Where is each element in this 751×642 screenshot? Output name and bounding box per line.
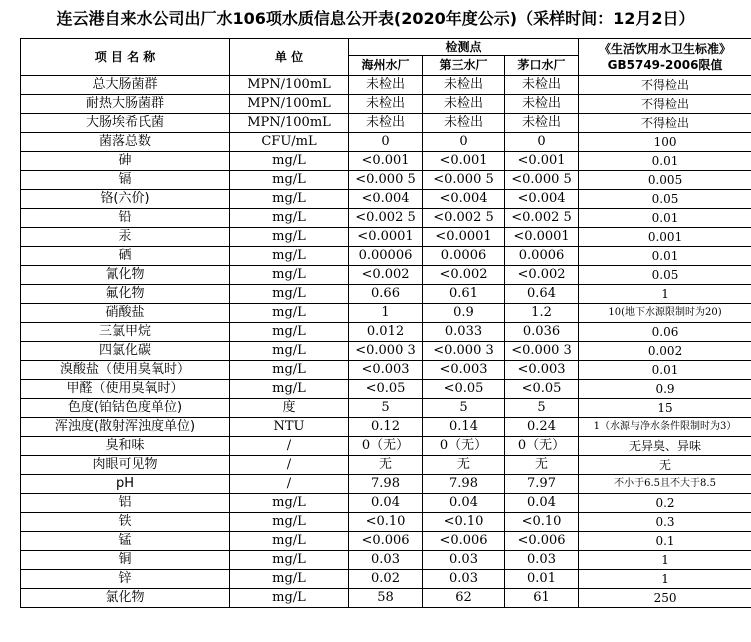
item-name-cell: 铜 (21, 551, 230, 570)
maokou-value-cell: 0（无） (505, 437, 579, 456)
standard-limit-cell: 不得检出 (579, 95, 751, 114)
standard-limit-cell: 0.01 (579, 361, 751, 380)
item-name-cell: 四氯化碳 (21, 342, 230, 361)
standard-limit-cell: 0.05 (579, 190, 751, 209)
maokou-value-cell: <0.006 (505, 532, 579, 551)
haizhou-value-cell: 0.12 (349, 418, 423, 437)
item-name-cell: 氟化物 (21, 285, 230, 304)
unit-cell: / (230, 437, 349, 456)
item-name-cell: 总大肠菌群 (21, 76, 230, 95)
standard-limit-cell: 0.002 (579, 342, 751, 361)
table-row (21, 342, 751, 361)
standard-limit-cell: 0.005 (579, 171, 751, 190)
haizhou-value-cell: <0.05 (349, 380, 423, 399)
table-row (21, 494, 751, 513)
page-title: 连云港自来水公司出厂水106项水质信息公开表(2020年度公示)（采样时间：12月2日） (56, 9, 695, 28)
table-row (21, 513, 751, 532)
table-row (21, 551, 751, 570)
standard-limit-cell: 0.1 (579, 532, 751, 551)
unit-cell: CFU/mL (230, 133, 349, 152)
table-row (21, 133, 751, 152)
maokou-value-cell: <0.002 5 (505, 209, 579, 228)
unit-cell: mg/L (230, 342, 349, 361)
maokou-value-cell: 0.03 (505, 551, 579, 570)
third-plant-value-cell: 0.03 (423, 570, 505, 589)
haizhou-value-cell: 0.04 (349, 494, 423, 513)
maokou-value-cell: <0.0001 (505, 228, 579, 247)
haizhou-value-cell: <0.002 (349, 266, 423, 285)
table-row (21, 589, 751, 608)
header-standard-limit: 《生活饮用水卫生标准》GB5749-2006限值 (579, 39, 751, 76)
third-plant-value-cell: 未检出 (423, 95, 505, 114)
haizhou-value-cell: 0.02 (349, 570, 423, 589)
table-row (21, 152, 751, 171)
third-plant-value-cell: <0.002 5 (423, 209, 505, 228)
third-plant-value-cell: 0.03 (423, 551, 505, 570)
maokou-value-cell: <0.004 (505, 190, 579, 209)
unit-cell: mg/L (230, 304, 349, 323)
haizhou-value-cell: 无 (349, 456, 423, 475)
third-plant-value-cell: <0.001 (423, 152, 505, 171)
haizhou-value-cell: <0.004 (349, 190, 423, 209)
standard-limit-cell: 0.06 (579, 323, 751, 342)
table-row (21, 399, 751, 418)
table-row (21, 304, 751, 323)
table-row (21, 228, 751, 247)
item-name-cell: 汞 (21, 228, 230, 247)
standard-limit-cell: 0.3 (579, 513, 751, 532)
item-name-cell: 硒 (21, 247, 230, 266)
haizhou-value-cell: <0.002 5 (349, 209, 423, 228)
third-plant-value-cell: <0.000 5 (423, 171, 505, 190)
unit-cell: mg/L (230, 380, 349, 399)
table-row (21, 570, 751, 589)
maokou-value-cell: 0.036 (505, 323, 579, 342)
standard-limit-cell: 1 (579, 285, 751, 304)
standard-limit-cell: 0.01 (579, 152, 751, 171)
standard-limit-cell: 无 (579, 456, 751, 475)
haizhou-value-cell: <0.10 (349, 513, 423, 532)
standard-limit-cell: 0.01 (579, 209, 751, 228)
unit-cell: mg/L (230, 209, 349, 228)
standard-limit-cell: 0.2 (579, 494, 751, 513)
standard-limit-cell: 无异臭、异味 (579, 437, 751, 456)
third-plant-value-cell: <0.004 (423, 190, 505, 209)
table-row (21, 171, 751, 190)
maokou-value-cell: 0.64 (505, 285, 579, 304)
maokou-value-cell: <0.000 5 (505, 171, 579, 190)
unit-cell: mg/L (230, 323, 349, 342)
maokou-value-cell: 0.01 (505, 570, 579, 589)
third-plant-value-cell: <0.0001 (423, 228, 505, 247)
standard-limit-cell: 1 (579, 551, 751, 570)
table-row (21, 76, 751, 95)
item-name-cell: 锰 (21, 532, 230, 551)
item-name-cell: 氰化物 (21, 266, 230, 285)
item-name-cell: 氯化物 (21, 589, 230, 608)
item-name-cell: 耐热大肠菌群 (21, 95, 230, 114)
table-row (21, 190, 751, 209)
haizhou-value-cell: <0.003 (349, 361, 423, 380)
item-name-cell: 甲醛（使用臭氧时） (21, 380, 230, 399)
unit-cell: mg/L (230, 152, 349, 171)
item-name-cell: 菌落总数 (21, 133, 230, 152)
standard-limit-cell: 1 (579, 570, 751, 589)
unit-cell: mg/L (230, 266, 349, 285)
table-row (21, 532, 751, 551)
unit-cell: / (230, 456, 349, 475)
header-plant-maokou: 茅口水厂 (505, 56, 579, 76)
third-plant-value-cell: 未检出 (423, 114, 505, 133)
table-row (21, 418, 751, 437)
third-plant-value-cell: 0.61 (423, 285, 505, 304)
item-name-cell: 铁 (21, 513, 230, 532)
standard-limit-cell: 0.05 (579, 266, 751, 285)
item-name-cell: 浑浊度(散射浑浊度单位) (21, 418, 230, 437)
maokou-value-cell: <0.10 (505, 513, 579, 532)
header-plant-haizhou: 海州水厂 (349, 56, 423, 76)
maokou-value-cell: 0.0006 (505, 247, 579, 266)
table-row (21, 380, 751, 399)
unit-cell: mg/L (230, 285, 349, 304)
unit-cell: / (230, 475, 349, 494)
haizhou-value-cell: 0.66 (349, 285, 423, 304)
third-plant-value-cell: 无 (423, 456, 505, 475)
table-row (21, 437, 751, 456)
standard-limit-cell: 不得检出 (579, 114, 751, 133)
unit-cell: NTU (230, 418, 349, 437)
unit-cell: mg/L (230, 570, 349, 589)
third-plant-value-cell: <0.05 (423, 380, 505, 399)
table-row (21, 285, 751, 304)
item-name-cell: 肉眼可见物 (21, 456, 230, 475)
item-name-cell: 硝酸盐 (21, 304, 230, 323)
standard-limit-cell: 不小于6.5且不大于8.5 (579, 475, 751, 494)
third-plant-value-cell: <0.000 3 (423, 342, 505, 361)
header-unit: 单 位 (230, 39, 349, 76)
header-item-name: 项 目 名 称 (21, 39, 230, 76)
haizhou-value-cell: 1 (349, 304, 423, 323)
unit-cell: mg/L (230, 494, 349, 513)
haizhou-value-cell: <0.000 3 (349, 342, 423, 361)
table-row (21, 475, 751, 494)
unit-cell: mg/L (230, 190, 349, 209)
item-name-cell: 铅 (21, 209, 230, 228)
haizhou-value-cell: 58 (349, 589, 423, 608)
third-plant-value-cell: 0.04 (423, 494, 505, 513)
haizhou-value-cell: 未检出 (349, 76, 423, 95)
standard-limit-cell: 0.01 (579, 247, 751, 266)
table-row (21, 323, 751, 342)
haizhou-value-cell: 0 (349, 133, 423, 152)
third-plant-value-cell: 未检出 (423, 76, 505, 95)
unit-cell: mg/L (230, 361, 349, 380)
water-quality-table (20, 38, 751, 608)
haizhou-value-cell: 0.012 (349, 323, 423, 342)
third-plant-value-cell: 62 (423, 589, 505, 608)
third-plant-value-cell: <0.002 (423, 266, 505, 285)
unit-cell: mg/L (230, 513, 349, 532)
maokou-value-cell: 无 (505, 456, 579, 475)
third-plant-value-cell: 5 (423, 399, 505, 418)
haizhou-value-cell: <0.006 (349, 532, 423, 551)
unit-cell: MPN/100mL (230, 95, 349, 114)
standard-limit-cell: 250 (579, 589, 751, 608)
header-plant-third: 第三水厂 (423, 56, 505, 76)
standard-limit-cell: 10(地下水源限制时为20) (579, 304, 751, 323)
haizhou-value-cell: 0.00006 (349, 247, 423, 266)
table-row (21, 114, 751, 133)
standard-limit-cell: 1（水源与净水条件限制时为3） (579, 418, 751, 437)
maokou-value-cell: 5 (505, 399, 579, 418)
haizhou-value-cell: <0.001 (349, 152, 423, 171)
haizhou-value-cell: <0.000 5 (349, 171, 423, 190)
unit-cell: mg/L (230, 551, 349, 570)
table-row (21, 266, 751, 285)
item-name-cell: 砷 (21, 152, 230, 171)
third-plant-value-cell: <0.006 (423, 532, 505, 551)
haizhou-value-cell: 未检出 (349, 95, 423, 114)
item-name-cell: pH (21, 475, 230, 494)
third-plant-value-cell: 0（无） (423, 437, 505, 456)
unit-cell: mg/L (230, 247, 349, 266)
haizhou-value-cell: 7.98 (349, 475, 423, 494)
item-name-cell: 锌 (21, 570, 230, 589)
standard-limit-cell: 0.001 (579, 228, 751, 247)
third-plant-value-cell: <0.10 (423, 513, 505, 532)
item-name-cell: 大肠埃希氏菌 (21, 114, 230, 133)
header-test-points: 检测点 (349, 39, 579, 56)
haizhou-value-cell: 0.03 (349, 551, 423, 570)
maokou-value-cell: <0.05 (505, 380, 579, 399)
third-plant-value-cell: <0.003 (423, 361, 505, 380)
haizhou-value-cell: 5 (349, 399, 423, 418)
haizhou-value-cell: <0.0001 (349, 228, 423, 247)
haizhou-value-cell: 未检出 (349, 114, 423, 133)
third-plant-value-cell: 0.033 (423, 323, 505, 342)
item-name-cell: 铝 (21, 494, 230, 513)
maokou-value-cell: <0.001 (505, 152, 579, 171)
table-row (21, 209, 751, 228)
standard-limit-cell: 15 (579, 399, 751, 418)
maokou-value-cell: 7.97 (505, 475, 579, 494)
unit-cell: mg/L (230, 228, 349, 247)
unit-cell: MPN/100mL (230, 76, 349, 95)
third-plant-value-cell: 0.14 (423, 418, 505, 437)
standard-limit-cell: 100 (579, 133, 751, 152)
table-row (21, 456, 751, 475)
table-row (21, 361, 751, 380)
maokou-value-cell: <0.002 (505, 266, 579, 285)
item-name-cell: 三氯甲烷 (21, 323, 230, 342)
maokou-value-cell: <0.000 3 (505, 342, 579, 361)
maokou-value-cell: 1.2 (505, 304, 579, 323)
standard-limit-cell: 0.9 (579, 380, 751, 399)
table-row (21, 247, 751, 266)
standard-limit-cell: 不得检出 (579, 76, 751, 95)
haizhou-value-cell: 0（无） (349, 437, 423, 456)
maokou-value-cell: 0.24 (505, 418, 579, 437)
table-row (21, 95, 751, 114)
unit-cell: mg/L (230, 589, 349, 608)
maokou-value-cell: 未检出 (505, 114, 579, 133)
maokou-value-cell: 未检出 (505, 95, 579, 114)
third-plant-value-cell: 0.9 (423, 304, 505, 323)
maokou-value-cell: 0.04 (505, 494, 579, 513)
unit-cell: 度 (230, 399, 349, 418)
third-plant-value-cell: 7.98 (423, 475, 505, 494)
third-plant-value-cell: 0.0006 (423, 247, 505, 266)
maokou-value-cell: <0.003 (505, 361, 579, 380)
unit-cell: MPN/100mL (230, 114, 349, 133)
maokou-value-cell: 未检出 (505, 76, 579, 95)
item-name-cell: 镉 (21, 171, 230, 190)
maokou-value-cell: 0 (505, 133, 579, 152)
unit-cell: mg/L (230, 171, 349, 190)
item-name-cell: 铬(六价) (21, 190, 230, 209)
unit-cell: mg/L (230, 532, 349, 551)
item-name-cell: 色度(铂钴色度单位) (21, 399, 230, 418)
item-name-cell: 溴酸盐（使用臭氧时） (21, 361, 230, 380)
header-row (21, 39, 751, 56)
third-plant-value-cell: 0 (423, 133, 505, 152)
item-name-cell: 臭和味 (21, 437, 230, 456)
maokou-value-cell: 61 (505, 589, 579, 608)
